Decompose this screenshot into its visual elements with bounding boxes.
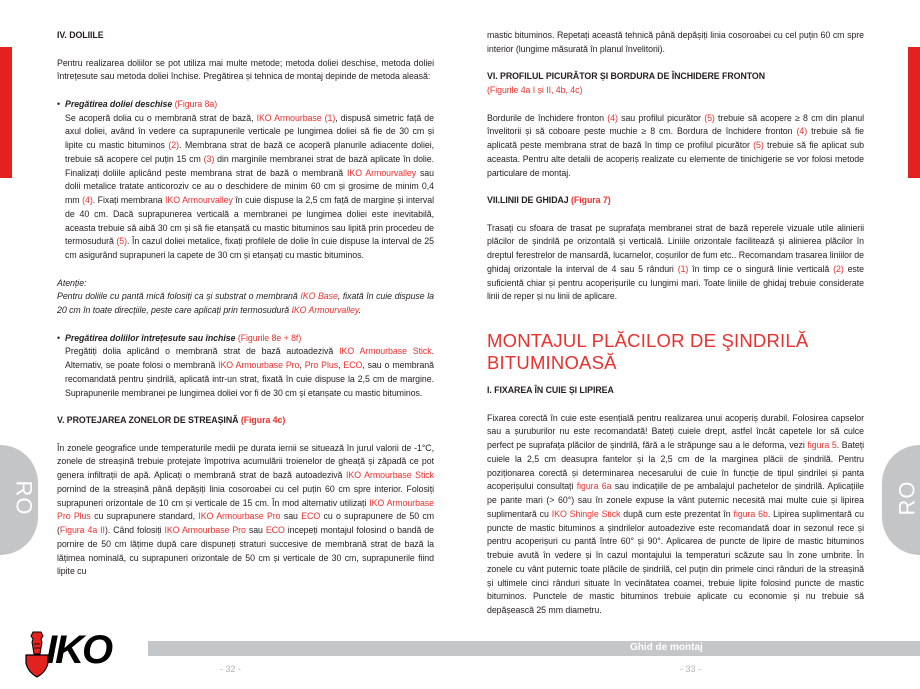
paragraph-profil [487,112,864,181]
figure-or-product-reference: IKO Armourvalley [291,305,359,315]
text-run: Pentru doliile cu pantă mică folosiți ca și substrat o membrană [57,291,301,302]
bullet-closed-valley [57,332,434,401]
figure-or-product-reference: IKO Armourbase (1) [256,112,336,123]
text-run: din marginile membranei strat de bază aplicate în dolie. Finalizați doliile aplicând peste membrana strat de bază o membrană [65,153,434,178]
note-label: Atenție: [57,277,87,288]
text-run: cu suprapunere standard, [90,511,199,522]
figure-or-product-reference: (4) [796,126,808,137]
text-run: Se acoperă dolia cu o membrană strat de bază, [65,112,257,123]
section-heading-profil: VI. PROFILUL PICURĂTOR ȘI BORDURA DE ÎNCHIDERE FRONTON [487,71,766,82]
text-run: pornind de la streașină până depășiți linia cosoroabei cu cel puțin 60 cm spre interior. Folosiți suprapuneri orizontale de 10 cm și verticale de 15 cm. În mod alternativ utilizați [57,483,434,508]
figure-or-product-reference: (4) [607,112,618,123]
text-run: VII.LINII DE GHIDAJ [487,195,569,205]
bullet-icon: • [57,98,61,109]
bullet-icon: • [57,332,61,343]
figure-or-product-reference: ECO [265,525,285,535]
bullet-title [65,98,434,112]
text-run: . Membrana strat de bază ce acoperă planurile adiacente doliei, trebuie să acopere cel puțin 15 cm [65,140,435,164]
paragraph-continued [487,29,864,57]
figure-or-product-reference: IKO Armourbase Pro [218,360,300,370]
figure-or-product-reference: Pro Plus [304,360,339,370]
figure-or-product-reference: (5) [753,140,764,150]
text-run: incepeți montajul folosind o bandă de pornire de 50 cm lățime după care dispuneți straturi succesive de membrană strat de bază la lățimea nominală, cu suprapuneri orizontale de 50 cm și verticale de 30 cm, suprapunerile fiind lipite cu [57,525,435,577]
text-run: în timp ce o singură linie verticală [688,263,834,274]
language-label: RO [894,480,920,516]
text-run: sau indicațiile de pe ambalajul pachetelor de șindrilă. Aplicațiile pe pante mari (> 60°) sau în zonele expuse la vânt puternic necesită mai multe cuie și lipirea suplimentară cu [487,481,864,519]
note-body [57,290,434,318]
text-run: Bordurile de închidere fronton [487,112,608,123]
chapter-title: MONTAJUL PLĂCILOR DE ŞINDRILĂ BITUMINOASĂ [487,330,809,373]
language-label: RO [11,480,37,516]
figure-or-product-reference: (Figurile 8e + 8f) [235,332,302,343]
figure-or-product-reference: (5) [704,112,715,123]
bullet-body [65,345,434,400]
figure-or-product-reference: (5) [116,236,128,247]
text-run: mastic bituminos. Repetați această tehnică până depășiți linia cosoroabei cu cel puțin 60 cm spre interior (lungime măsurată în planul învelitorii). [487,30,864,54]
paragraph-ghidaj [487,222,864,305]
text-run: , [338,360,344,370]
text-run: . Fixați membrana [92,195,166,205]
figure-or-product-reference: (2) [833,263,844,274]
text-run: . [358,305,361,315]
figure-or-product-reference: figura 5 [807,440,837,450]
figure-or-product-reference: (1) [677,263,689,274]
figure-or-product-reference: (3) [203,153,215,164]
text-run: Pregătiți dolia aplicând o membrană strat de bază autoadezivă [65,346,340,357]
figure-or-product-reference: IKO Armourvalley [165,195,233,205]
figure-or-product-reference: IKO Armourbase Pro Plus [57,497,435,522]
language-tab-right [882,445,920,555]
text-run: sau dolii metalice tratate anticoroziv ce au o deschidere de minim 60 cm și grosime de minim 0,4 mm [65,167,434,205]
text-run: sau [245,525,266,535]
figure-or-product-reference: IKO Armourbase Pro [198,511,281,522]
bullet-open-valley [57,98,434,263]
text-run: , fixată în cuie dispuse la 20 cm în toate direcțiile, peste care aplicați prin termosudură [57,291,434,315]
text-run: . Bateți cuiele la 2,5 cm deasupra fantelor și la 2,5 cm de la marginea plăcii de șindrilă. Pentru poziționarea corectă și determinarea necesarului de cuie în funcție de tipul șindrilei și panta acoperișului consultați [487,440,864,492]
bullet-body [65,112,434,263]
text-run: este suficientă chiar și pentru acoperișurile cu lungimi mari. Toate liniile de ghidaj trebuie considerate linii de reper și nu linii de aplicare. [487,263,864,302]
figure-or-product-reference: (4) [82,195,93,205]
logo-wordmark: IKO [46,628,112,672]
text-run: după cum este prezentat în [620,508,734,519]
text-run: ). Când folosiți [104,525,165,535]
left-page-column [57,29,434,579]
text-run: . În cazul doliei metalice, fixați profilele de dolie în cuie dispuse la interval de 25 cm asigurând suprapuneri la capete de 30 cm și etanșați cu mastic bituminos. [65,236,434,260]
emphasis-text: Pregătirea doliilor întrețesute sau închise [65,332,236,343]
text-run: trebuie să fie aplicată peste membrana strat de bază în timp ce profilul picurător [487,126,865,150]
bullet-title [65,332,434,346]
figure-or-product-reference: figura 6a [576,481,612,492]
text-run: sau profilul picurător [617,112,705,123]
footer-bar [148,641,920,656]
figure-or-product-reference: (Figura 8a) [172,98,218,109]
figure-or-product-reference: (Figura 4c) [238,415,286,425]
text-run: , dispusă simetric față de axul doliei, având în vedere ca suprapunerile verticale pe lungimea doliei să fie de 30 cm și lipite cu mastic bituminos [65,112,434,150]
text-run: . Alternativ, se poate folosi o membrană [65,346,434,370]
text-run: în cuie dispuse la 2,5 cm față de margine și interval de 40 cm. Dacă suprapunerea verticală a membranei pe lungimea doliei este inevitabilă, aceasta trebuie să aibă 30 cm și să fie etanșată cu mastic bituminos sau lipită prin procedeu de termosudură [65,195,434,247]
text-run: , sau o membrană recomandată pentru șindrilă, aplicată intr-un strat, fixată în cuie dispuse la 2,5 cm de margine. Suprapunerile membranei pe lungimea doliei vor fi de 30 cm și etanșate cu mastic bituminos. [65,360,434,398]
page-number-right: - 33 - [680,664,702,674]
text-run: V. PROTEJAREA ZONELOR DE STREAȘINĂ [57,415,239,425]
figure-or-product-reference: (Figura 7) [568,195,611,205]
figure-or-product-reference: IKO Shingle Stick [551,508,621,519]
figure-or-product-reference: ECO [301,511,321,522]
section-heading-fixare: I. FIXAREA ÎN CUIE ȘI LIPIREA [487,385,614,395]
paragraph-intro [57,57,434,85]
page-number-left: - 32 - [220,664,242,674]
guide-label: Ghid de montaj [630,642,703,653]
side-tab-red-right [908,47,920,178]
figure-or-product-reference: ECO [343,360,363,370]
text-run: cu o suprapunere de 50 cm ( [57,511,435,535]
text-run: Fixarea corectă în cuie este esențială pentru realizarea unui acoperiș durabil. Folosirea capselor sau a șuruburilor nu este recomandată! Bateți cuiele drept, astfel încât capetele lor să culce perfect pe suprafața plăcilor de șindrilă, fără a le străpunge sau a le deforma, vezi [487,412,864,450]
section-heading-doliile: IV. DOLIILE [57,30,104,40]
text-run: trebuie să fie aplicat sub aceasta. Pentru alte detalii de acoperiș realizate cu elemente de tinichigerie se vor folosi metode particulare de montaj. [487,140,864,178]
figure-or-product-reference: IKO Armourvalley [347,167,417,178]
section-heading-streasina [57,414,434,428]
section-heading-profil-figures: (Figurile 4a I și II, 4b, 4c) [487,85,583,95]
side-tab-red-left [0,47,12,178]
figure-or-product-reference: (2) [168,140,180,150]
text-run: , [299,360,305,370]
right-page-column [487,29,864,618]
figure-or-product-reference: figura 6b [733,508,768,519]
paragraph-streasina [57,442,434,580]
figure-or-product-reference: IKO Armourbase Stick [339,346,432,357]
text-run: sau [280,511,302,522]
figure-or-product-reference: Figura 4a II [59,525,105,535]
paragraph-fixare [487,412,864,618]
language-tab-left [0,445,38,555]
iko-logo [24,630,144,680]
section-heading-ghidaj [487,194,864,208]
text-run: trebuie să acopere ≥ 8 cm din planul învelitorii și să coboare peste muchie ≥ 8 cm. Bordura de închidere fronton [487,112,865,137]
emphasis-text: Pregătirea doliei deschise [65,98,173,109]
text-run: Trasați cu sfoara de trasat pe suprafața membranei strat de bază reperele vizuale utile alinierii plăcilor de șindrilă pe orizontală și verticală. Liniile orizontale facilitează și alinierea plăcilor în dreptul ferestrelor de mansardă, lucarnelor, coșurilor de fum etc.. Recomandam trasarea liniilor de ghidaj orizontale la interval de 4 sau 5 rânduri [487,222,864,274]
text-run: . Lipirea suplimentară cu puncte de mastic bituminos a șindrilelor autoadezive este recomandată doar in sezonul rece și pentru acoperișuri cu pantă între 60° și 90°. Aplicarea de puncte de lipire de mastic bituminos trebuie avută în vedere și în cazul montajului la temperaturi scăzute sau în zone umbrite. În zonele cu vânt puternic toate plăcile de șindrilă, cel puțin din primele cinci rânduri de la streașină și ultimele cinci rânduri situate în vecinătatea coamei, trebuie lipite folosind puncte de mastic bituminos. Punctele de mastic bituminos trebuie aplicate cu economie și nu trebuie să depășească 25 mm diametru. [487,508,864,615]
figure-or-product-reference: IKO Armourbase Pro [164,525,246,535]
text-run: În zonele geografice unde temperaturile medii pe durata iernii se situează în jurul valorii de -1°C, zonele de streașină trebuie protejate împotriva acumulării troienelor de gheață și zăpadă ce pot genera infiltrații de apă. Aplicați o membrană strat de bază autoadezivă [57,442,434,480]
figure-or-product-reference: IKO Base [300,291,338,302]
text-run: Pentru realizarea doliilor se pot utiliza mai multe metode; metoda doliei deschise, metoda doliei întrețesute sau metoda doliei închise. Pregătirea și tehnica de montaj depinde de metoda aleasă: [57,57,434,82]
figure-or-product-reference: IKO Armourbase Stick [346,470,434,480]
